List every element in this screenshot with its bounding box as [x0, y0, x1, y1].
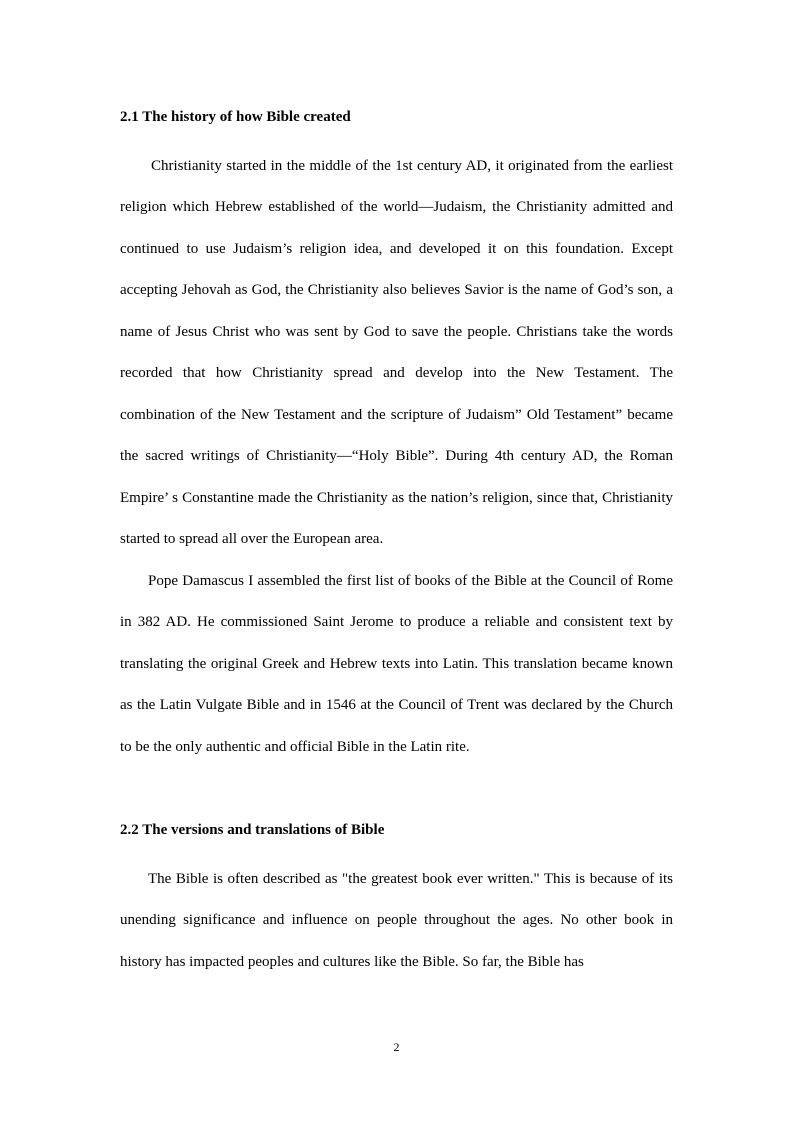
page-number: 2: [393, 1040, 400, 1054]
paragraph-christianity-origins: Christianity started in the middle of the 1st century AD, it originated from the earliest religion which Hebrew established of the world—Judaism, the Christianity admitted and continued to use Judaism’s religion idea, and developed it on this foundation. Except accepting Jehovah as God, the Christianity also believes Savior is the name of God’s son, a name of Jesus Christ who was sent by God to save the people. Christians take the words recorded that how Christianity spread and develop into the New Testament. The combination of the New Testament and the scripture of Judaism” Old Testament” became the sacred writings of Christianity—“Holy Bible”. During 4th century AD, the Roman Empire’ s Constantine made the Christianity as the nation’s religion, since that, Christianity started to spread all over the European area.: [120, 157, 673, 547]
section-heading-history: 2.1 The history of how Bible created: [120, 109, 351, 125]
section-heading-versions: 2.2 The versions and translations of Bible: [120, 822, 385, 838]
paragraph-pope-damascus: Pope Damascus I assembled the first list of books of the Bible at the Council of Rome in 382 AD. He commissioned Saint Jerome to produce a reliable and consistent text by translating the original Greek and Hebrew texts into Latin. This translation became known as the Latin Vulgate Bible and in 1546 at the Council of Trent was declared by the Church to be the only authentic and official Bible in the Latin rite.: [120, 572, 673, 755]
paragraph-greatest-book: The Bible is often described as "the greatest book ever written." This is because of its unending significance and influence on people throughout the ages. No other book in history has impacted peoples and cultures like the Bible. So far, the Bible has: [120, 870, 673, 970]
section-spacer: [120, 768, 673, 817]
page-content: [120, 104, 673, 983]
